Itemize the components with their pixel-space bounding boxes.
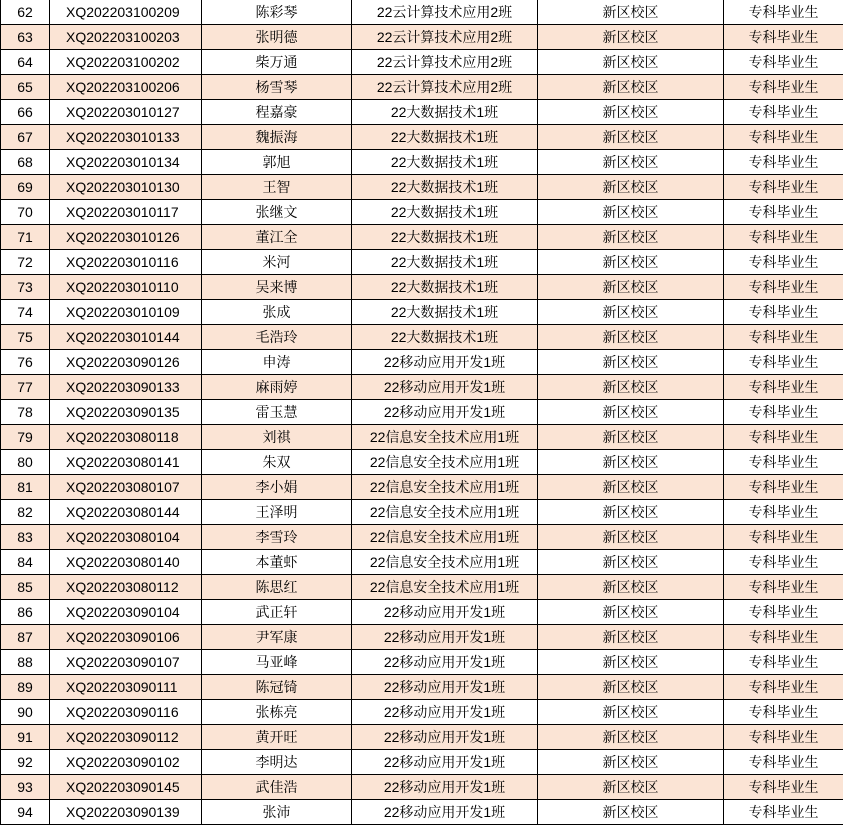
cell-campus[interactable]: 新区校区 [538,325,724,350]
cell-name[interactable]: 麻雨婷 [202,375,352,400]
cell-class[interactable]: 22移动应用开发1班 [352,600,538,625]
table-row [1,750,843,775]
cell-type[interactable]: 专科毕业生 [724,400,843,425]
table-row [1,250,843,275]
cell-class[interactable]: 22大数据技术1班 [352,125,538,150]
cell-name[interactable]: 李明达 [202,750,352,775]
cell-name[interactable]: 王泽明 [202,500,352,525]
cell-name[interactable]: 米河 [202,250,352,275]
cell-type[interactable]: 专科毕业生 [724,250,843,275]
cell-name[interactable]: 武正轩 [202,600,352,625]
table-row [1,350,843,375]
cell-campus[interactable]: 新区校区 [538,125,724,150]
cell-name[interactable]: 朱双 [202,450,352,475]
cell-campus[interactable]: 新区校区 [538,750,724,775]
table-row [1,150,843,175]
cell-name[interactable]: 张明德 [202,25,352,50]
cell-number[interactable]: 65 [1,75,50,100]
cell-campus[interactable]: 新区校区 [538,675,724,700]
cell-number[interactable]: 86 [1,600,50,625]
cell-student-id[interactable]: XQ202203090133 [50,375,202,400]
table-row [1,450,843,475]
cell-campus[interactable]: 新区校区 [538,200,724,225]
table-row [1,650,843,675]
cell-class[interactable]: 22信息安全技术应用1班 [352,575,538,600]
cell-class[interactable]: 22大数据技术1班 [352,250,538,275]
cell-campus[interactable]: 新区校区 [538,575,724,600]
table-row [1,300,843,325]
cell-type[interactable]: 专科毕业生 [724,350,843,375]
cell-campus[interactable]: 新区校区 [538,275,724,300]
cell-student-id[interactable]: XQ202203010109 [50,300,202,325]
cell-number[interactable]: 88 [1,650,50,675]
cell-number[interactable]: 68 [1,150,50,175]
cell-campus[interactable]: 新区校区 [538,625,724,650]
table-row [1,600,843,625]
cell-name[interactable]: 黄开旺 [202,725,352,750]
cell-type[interactable]: 专科毕业生 [724,475,843,500]
cell-campus[interactable]: 新区校区 [538,500,724,525]
table-row [1,375,843,400]
cell-class[interactable]: 22大数据技术1班 [352,300,538,325]
table-row [1,775,843,800]
cell-student-id[interactable]: XQ202203090106 [50,625,202,650]
cell-student-id[interactable]: XQ202203090145 [50,775,202,800]
cell-class[interactable]: 22移动应用开发1班 [352,625,538,650]
cell-campus[interactable]: 新区校区 [538,375,724,400]
cell-campus[interactable]: 新区校区 [538,525,724,550]
cell-type[interactable]: 专科毕业生 [724,650,843,675]
cell-student-id[interactable]: XQ202203090135 [50,400,202,425]
cell-class[interactable]: 22大数据技术1班 [352,275,538,300]
cell-campus[interactable]: 新区校区 [538,350,724,375]
table-row [1,525,843,550]
table-row [1,625,843,650]
cell-class[interactable]: 22移动应用开发1班 [352,400,538,425]
cell-type[interactable]: 专科毕业生 [724,800,843,825]
table-row [1,550,843,575]
cell-class[interactable]: 22大数据技术1班 [352,100,538,125]
cell-number[interactable]: 63 [1,25,50,50]
cell-student-id[interactable]: XQ202203080104 [50,525,202,550]
cell-student-id[interactable]: XQ202203010116 [50,250,202,275]
cell-class[interactable]: 22移动应用开发1班 [352,775,538,800]
table-row [1,425,843,450]
cell-number[interactable]: 77 [1,375,50,400]
cell-class[interactable]: 22信息安全技术应用1班 [352,500,538,525]
table-row [1,25,843,50]
cell-class[interactable]: 22大数据技术1班 [352,175,538,200]
cell-class[interactable]: 22云计算技术应用2班 [352,25,538,50]
cell-number[interactable]: 69 [1,175,50,200]
cell-number[interactable]: 76 [1,350,50,375]
cell-student-id[interactable]: XQ202203090111 [50,675,202,700]
cell-type[interactable]: 专科毕业生 [724,550,843,575]
cell-class[interactable]: 22云计算技术应用2班 [352,75,538,100]
cell-name[interactable]: 张继文 [202,200,352,225]
cell-number[interactable]: 80 [1,450,50,475]
cell-name[interactable]: 张栋亮 [202,700,352,725]
cell-name[interactable]: 张成 [202,300,352,325]
cell-class[interactable]: 22移动应用开发1班 [352,725,538,750]
cell-type[interactable]: 专科毕业生 [724,100,843,125]
cell-class[interactable]: 22信息安全技术应用1班 [352,425,538,450]
cell-type[interactable]: 专科毕业生 [724,200,843,225]
cell-number[interactable]: 78 [1,400,50,425]
cell-student-id[interactable]: XQ202203080140 [50,550,202,575]
cell-campus[interactable]: 新区校区 [538,250,724,275]
cell-campus[interactable]: 新区校区 [538,175,724,200]
cell-number[interactable]: 70 [1,200,50,225]
cell-number[interactable]: 84 [1,550,50,575]
cell-student-id[interactable]: XQ202203090126 [50,350,202,375]
cell-class[interactable]: 22移动应用开发1班 [352,350,538,375]
cell-number[interactable]: 94 [1,800,50,825]
cell-type[interactable]: 专科毕业生 [724,425,843,450]
cell-type[interactable]: 专科毕业生 [724,300,843,325]
cell-class[interactable]: 22大数据技术1班 [352,150,538,175]
cell-class[interactable]: 22移动应用开发1班 [352,675,538,700]
table-row [1,200,843,225]
cell-type[interactable]: 专科毕业生 [724,125,843,150]
cell-class[interactable]: 22信息安全技术应用1班 [352,525,538,550]
cell-name[interactable]: 陈冠锜 [202,675,352,700]
table-row [1,0,843,25]
table-row [1,50,843,75]
cell-student-id[interactable]: XQ202203080144 [50,500,202,525]
cell-name[interactable]: 郭旭 [202,150,352,175]
cell-student-id[interactable]: XQ202203100206 [50,75,202,100]
cell-number[interactable]: 93 [1,775,50,800]
table-row [1,225,843,250]
cell-campus[interactable]: 新区校区 [538,775,724,800]
cell-campus[interactable]: 新区校区 [538,425,724,450]
cell-number[interactable]: 82 [1,500,50,525]
cell-number[interactable]: 89 [1,675,50,700]
cell-number[interactable]: 87 [1,625,50,650]
cell-student-id[interactable]: XQ202203010110 [50,275,202,300]
cell-name[interactable]: 杨雪琴 [202,75,352,100]
cell-type[interactable]: 专科毕业生 [724,0,843,25]
table-row [1,675,843,700]
cell-name[interactable]: 魏振海 [202,125,352,150]
cell-name[interactable]: 柴万通 [202,50,352,75]
cell-student-id[interactable]: XQ202203100209 [50,0,202,25]
cell-class[interactable]: 22移动应用开发1班 [352,650,538,675]
cell-name[interactable]: 本董虾 [202,550,352,575]
cell-student-id[interactable]: XQ202203090116 [50,700,202,725]
cell-student-id[interactable]: XQ202203080141 [50,450,202,475]
cell-type[interactable]: 专科毕业生 [724,600,843,625]
cell-number[interactable]: 91 [1,725,50,750]
cell-number[interactable]: 81 [1,475,50,500]
cell-number[interactable]: 64 [1,50,50,75]
cell-student-id[interactable]: XQ202203010133 [50,125,202,150]
cell-class[interactable]: 22云计算技术应用2班 [352,50,538,75]
table-row [1,175,843,200]
cell-number[interactable]: 75 [1,325,50,350]
cell-student-id[interactable]: XQ202203010127 [50,100,202,125]
cell-number[interactable]: 90 [1,700,50,725]
cell-type[interactable]: 专科毕业生 [724,675,843,700]
table-row [1,75,843,100]
cell-class[interactable]: 22云计算技术应用2班 [352,0,538,25]
cell-campus[interactable]: 新区校区 [538,725,724,750]
cell-student-id[interactable]: XQ202203080112 [50,575,202,600]
cell-number[interactable]: 62 [1,0,50,25]
cell-student-id[interactable]: XQ202203100202 [50,50,202,75]
table-row [1,800,843,825]
cell-number[interactable]: 71 [1,225,50,250]
cell-type[interactable]: 专科毕业生 [724,450,843,475]
cell-type[interactable]: 专科毕业生 [724,225,843,250]
cell-type[interactable]: 专科毕业生 [724,500,843,525]
table-row [1,325,843,350]
table-row [1,125,843,150]
cell-name[interactable]: 董江全 [202,225,352,250]
cell-student-id[interactable]: XQ202203080107 [50,475,202,500]
cell-number[interactable]: 85 [1,575,50,600]
cell-type[interactable]: 专科毕业生 [724,775,843,800]
cell-type[interactable]: 专科毕业生 [724,375,843,400]
cell-class[interactable]: 22大数据技术1班 [352,325,538,350]
cell-name[interactable]: 尹军康 [202,625,352,650]
cell-name[interactable]: 毛浩玲 [202,325,352,350]
cell-name[interactable]: 申涛 [202,350,352,375]
cell-campus[interactable]: 新区校区 [538,400,724,425]
cell-number[interactable]: 74 [1,300,50,325]
cell-name[interactable]: 李雪玲 [202,525,352,550]
cell-type[interactable]: 专科毕业生 [724,725,843,750]
cell-student-id[interactable]: XQ202203010134 [50,150,202,175]
cell-type[interactable]: 专科毕业生 [724,750,843,775]
cell-type[interactable]: 专科毕业生 [724,175,843,200]
cell-class[interactable]: 22信息安全技术应用1班 [352,550,538,575]
cell-student-id[interactable]: XQ202203090107 [50,650,202,675]
table-row [1,475,843,500]
cell-type[interactable]: 专科毕业生 [724,700,843,725]
cell-campus[interactable]: 新区校区 [538,450,724,475]
cell-campus[interactable]: 新区校区 [538,50,724,75]
cell-campus[interactable]: 新区校区 [538,150,724,175]
cell-number[interactable]: 73 [1,275,50,300]
cell-name[interactable]: 陈彩琴 [202,0,352,25]
cell-class[interactable]: 22移动应用开发1班 [352,700,538,725]
cell-campus[interactable]: 新区校区 [538,25,724,50]
cell-name[interactable]: 雷玉慧 [202,400,352,425]
cell-type[interactable]: 专科毕业生 [724,25,843,50]
cell-type[interactable]: 专科毕业生 [724,275,843,300]
cell-student-id[interactable]: XQ202203080118 [50,425,202,450]
cell-campus[interactable]: 新区校区 [538,0,724,25]
cell-number[interactable]: 79 [1,425,50,450]
cell-class[interactable]: 22信息安全技术应用1班 [352,450,538,475]
cell-class[interactable]: 22移动应用开发1班 [352,800,538,825]
cell-class[interactable]: 22大数据技术1班 [352,200,538,225]
cell-name[interactable]: 李小娟 [202,475,352,500]
table-row [1,500,843,525]
table-row [1,575,843,600]
cell-type[interactable]: 专科毕业生 [724,325,843,350]
table-row [1,700,843,725]
cell-number[interactable]: 92 [1,750,50,775]
cell-type[interactable]: 专科毕业生 [724,75,843,100]
cell-name[interactable]: 武佳浩 [202,775,352,800]
cell-campus[interactable]: 新区校区 [538,475,724,500]
table-row [1,725,843,750]
cell-class[interactable]: 22大数据技术1班 [352,225,538,250]
cell-student-id[interactable]: XQ202203090104 [50,600,202,625]
cell-type[interactable]: 专科毕业生 [724,50,843,75]
table-row [1,275,843,300]
cell-student-id[interactable]: XQ202203010130 [50,175,202,200]
cell-campus[interactable]: 新区校区 [538,700,724,725]
cell-type[interactable]: 专科毕业生 [724,525,843,550]
cell-campus[interactable]: 新区校区 [538,75,724,100]
cell-campus[interactable]: 新区校区 [538,300,724,325]
cell-name[interactable]: 吴来博 [202,275,352,300]
cell-student-id[interactable]: XQ202203010144 [50,325,202,350]
cell-number[interactable]: 83 [1,525,50,550]
table-row [1,400,843,425]
cell-campus[interactable]: 新区校区 [538,650,724,675]
cell-number[interactable]: 66 [1,100,50,125]
cell-name[interactable]: 程嘉豪 [202,100,352,125]
table-row [1,100,843,125]
cell-campus[interactable]: 新区校区 [538,800,724,825]
cell-type[interactable]: 专科毕业生 [724,575,843,600]
cell-campus[interactable]: 新区校区 [538,550,724,575]
cell-student-id[interactable]: XQ202203090139 [50,800,202,825]
cell-student-id[interactable]: XQ202203090102 [50,750,202,775]
cell-campus[interactable]: 新区校区 [538,225,724,250]
cell-class[interactable]: 22信息安全技术应用1班 [352,475,538,500]
cell-class[interactable]: 22移动应用开发1班 [352,750,538,775]
cell-type[interactable]: 专科毕业生 [724,625,843,650]
cell-student-id[interactable]: XQ202203010126 [50,225,202,250]
cell-type[interactable]: 专科毕业生 [724,150,843,175]
cell-student-id[interactable]: XQ202203010117 [50,200,202,225]
cell-name[interactable]: 张沛 [202,800,352,825]
cell-name[interactable]: 陈思红 [202,575,352,600]
cell-campus[interactable]: 新区校区 [538,600,724,625]
cell-number[interactable]: 72 [1,250,50,275]
cell-name[interactable]: 马亚峰 [202,650,352,675]
cell-name[interactable]: 刘祺 [202,425,352,450]
cell-class[interactable]: 22移动应用开发1班 [352,375,538,400]
cell-number[interactable]: 67 [1,125,50,150]
cell-student-id[interactable]: XQ202203100203 [50,25,202,50]
cell-name[interactable]: 王智 [202,175,352,200]
cell-student-id[interactable]: XQ202203090112 [50,725,202,750]
cell-campus[interactable]: 新区校区 [538,100,724,125]
